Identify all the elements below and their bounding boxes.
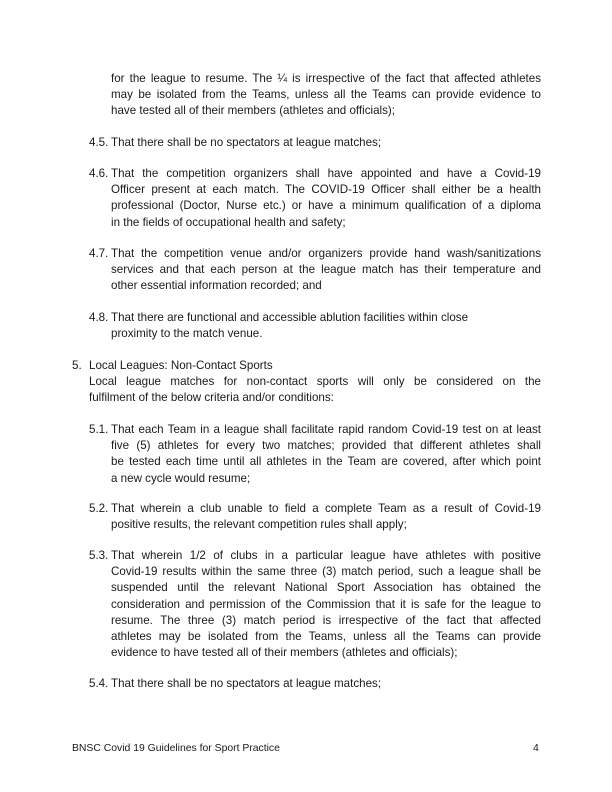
paragraph-line: athletes may be isolated from the Teams, unless all the Teams can provide [111,630,541,644]
section-heading: Local Leagues: Non-Contact Sports [89,359,273,372]
item-number: 5.3. [89,549,109,562]
paragraph-line: positive results, the relevant competition rules shall apply; [111,518,407,532]
item-number: 5.2. [89,502,109,515]
item-number: 4.7. [89,247,109,260]
page-number: 4 [533,743,539,754]
list-item-4-5 [111,135,541,151]
paragraph-line: That the competition organizers shall have appointed and have a Covid-19 [111,167,541,180]
paragraph-line: a new cycle would resume; [111,471,251,485]
paragraph-line: That wherein a club unable to field a complete Team as a result of Covid-19 [111,502,541,515]
paragraph-line: may be isolated from the Teams, unless all the Teams can provide evidence to [111,88,541,102]
list-item-5-3 [111,548,541,661]
item-number: 4.5. [89,136,109,149]
list-item-5-1 [111,422,541,487]
paragraph-line: for the league to resume. The ¼ is irrespective of the fact that affected athletes [111,72,541,85]
paragraph-line: That the competition venue and/or organizers provide hand wash/sanitizations [111,247,541,260]
section-intro [89,374,541,406]
item-number: 5.1. [89,423,109,436]
list-item-4-8 [111,310,541,342]
paragraph-line: services and that each person at the league match has their temperature and [111,263,541,277]
paragraph-line: professional (Doctor, Nurse etc.) or have a minimum qualification of a diploma [111,199,541,213]
paragraph-line: Covid-19 results within the same three (3) match period, such a league shall be [111,565,541,579]
paragraph-line: fulfilment of the below criteria and/or conditions: [89,391,334,405]
paragraph-line: That each Team in a league shall facilitate rapid random Covid-19 test on at least [111,423,541,436]
list-item-5-2 [111,501,541,533]
paragraph-line: consideration and permission of the Commission that it is safe for the league to [111,597,541,611]
paragraph-line: Officer present at each match. The COVID-19 Officer shall either be a health [111,183,541,197]
item-number: 4.8. [89,311,109,324]
paragraph-line: five (5) athletes for every two matches; provided that different athletes shall [111,439,541,453]
continuation-paragraph [111,71,541,120]
item-number: 5.4. [89,677,109,690]
section-number: 5. [72,359,82,372]
paragraph-line: suspended until the relevant National Sport Association has obtained the [111,581,541,595]
paragraph-line: That there shall be no spectators at league matches; [111,677,382,690]
paragraph-line: have tested all of their members (athletes and officials); [111,104,395,118]
item-number: 4.6. [89,167,109,180]
paragraph-line: other essential information recorded; and [111,279,322,293]
paragraph-line: That there are functional and accessible ablution facilities within close [111,311,469,324]
paragraph-line: in the fields of occupational health and safety; [111,215,346,229]
paragraph-line: That wherein 1/2 of clubs in a particular league have athletes with positive [111,549,541,562]
paragraph-line: That there shall be no spectators at league matches; [111,136,382,149]
paragraph-line: Local league matches for non-contact sports will only be considered on the [89,375,541,388]
paragraph-line: be tested each time until all athletes in the Team are covered, after which point [111,455,541,469]
list-item-4-7 [111,246,541,295]
list-item-4-6 [111,166,541,231]
paragraph-line: proximity to the match venue. [111,327,263,341]
paragraph-line: resume. The three (3) match period is irrespective of the fact that affected [111,613,541,627]
list-item-5-4 [111,676,541,692]
paragraph-line: evidence to have tested all of their members (athletes and officials); [111,646,458,660]
footer-title: BNSC Covid 19 Guidelines for Sport Practice [72,743,280,754]
